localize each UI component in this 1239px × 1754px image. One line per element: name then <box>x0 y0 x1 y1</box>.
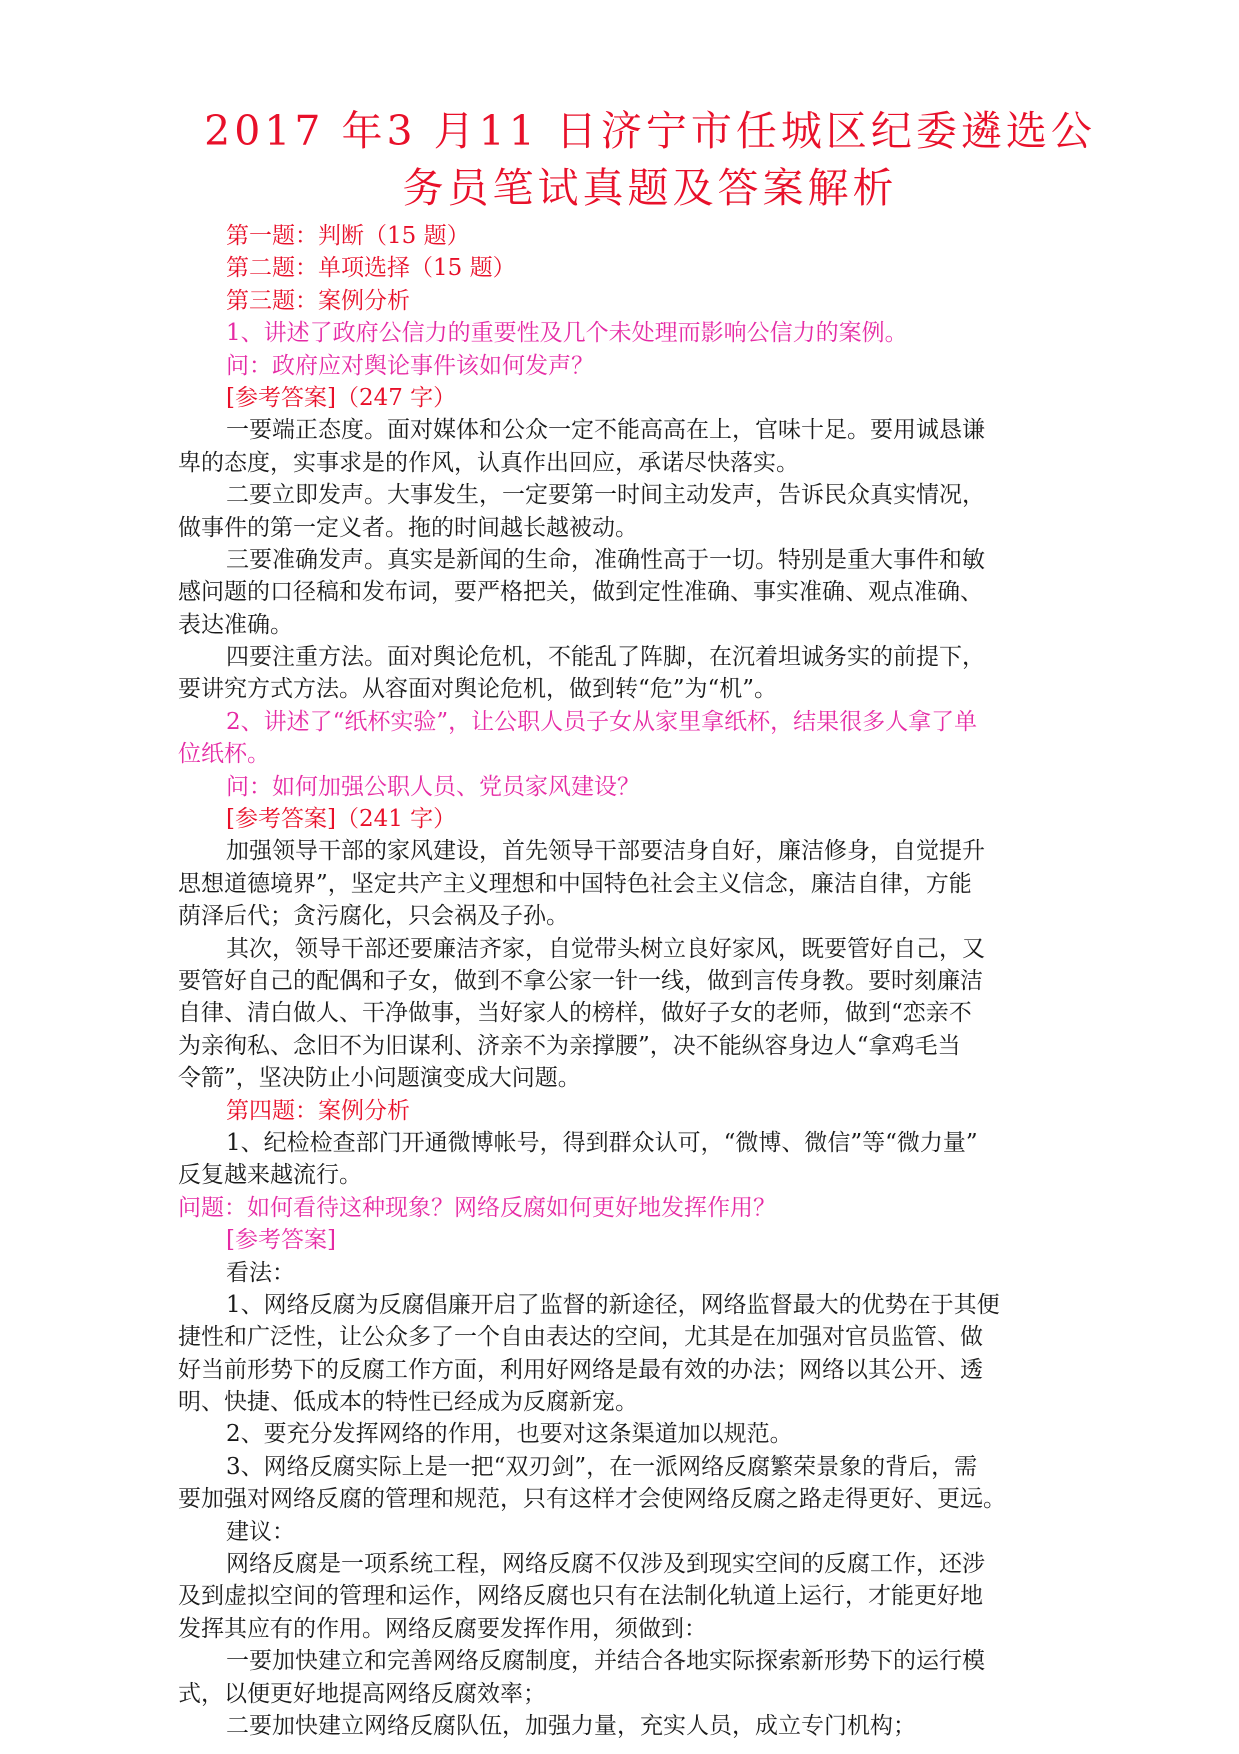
text-line: 做事件的第一定义者。拖的时间越长越被动。 <box>178 514 638 541</box>
document-title-line-2: 务员笔试真题及答案解析 <box>402 164 898 212</box>
text-line: 明、快捷、低成本的特性已经成为反腐新宠。 <box>178 1389 638 1416</box>
text-line: 四要注重方法。面对舆论危机，不能乱了阵脚，在沉着坦诚务实的前提下， <box>226 644 985 671</box>
text-line: 捷性和广泛性，让公众多了一个自由表达的空间，尤其是在加强对官员监管、做 <box>178 1324 983 1351</box>
text-line: [参考答案]（247 字） <box>226 384 457 411</box>
text-line: 问：政府应对舆论事件该如何发声？ <box>226 352 594 379</box>
text-line: 1、讲述了政府公信力的重要性及几个未处理而影响公信力的案例。 <box>226 320 908 347</box>
text-line: 卑的态度，实事求是的作风，认真作出回应，承诺尽快落实。 <box>178 449 799 476</box>
text-line: 3、网络反腐实际上是一把“双刃剑”，在一派网络反腐繁荣景象的背后，需 <box>226 1453 978 1480</box>
text-line: [参考答案]（241 字） <box>226 806 457 833</box>
text-line: 二要立即发声。大事发生，一定要第一时间主动发声，告诉民众真实情况， <box>226 482 985 509</box>
text-line: 看法： <box>226 1259 295 1286</box>
text-line: 令箭”，坚决防止小问题演变成大问题。 <box>178 1065 581 1092</box>
text-line: 第四题：案例分析 <box>226 1097 410 1124</box>
text-line: 加强领导干部的家风建设，首先领导干部要洁身自好，廉洁修身，自觉提升 <box>226 838 985 865</box>
text-line: 及到虚拟空间的管理和运作，网络反腐也只有在法制化轨道上运行，才能更好地 <box>178 1583 983 1610</box>
text-line: 问：如何加强公职人员、党员家风建设？ <box>226 773 640 800</box>
text-line: 1、网络反腐为反腐倡廉开启了监督的新途径，网络监督最大的优势在于其便 <box>226 1291 1000 1318</box>
text-line: 要加强对网络反腐的管理和规范，只有这样才会使网络反腐之路走得更好、更远。 <box>178 1486 1006 1513</box>
text-line: 发挥其应有的作用。网络反腐要发挥作用，须做到： <box>178 1615 707 1642</box>
document-title-line-1: 2017 年3 月11 日济宁市任城区纪委遴选公 <box>204 107 1096 155</box>
text-line: 为亲徇私、念旧不为旧谋利、济亲不为亲撑腰”，决不能纵容身边人“拿鸡毛当 <box>178 1032 961 1059</box>
text-line: 一要加快建立和完善网络反腐制度，并结合各地实际探索新形势下的运行模 <box>226 1648 985 1675</box>
text-line: 其次，领导干部还要廉洁齐家，自觉带头树立良好家风，既要管好自己，又 <box>226 935 985 962</box>
text-line: 第一题：判断（15 题） <box>226 223 470 249</box>
text-line: 二要加快建立网络反腐队伍，加强力量，充实人员，成立专门机构； <box>226 1712 916 1739</box>
text-line: 1、纪检检查部门开通微博帐号，得到群众认可，“微博、微信”等“微力量” <box>226 1129 978 1156</box>
text-line: 感问题的口径稿和发布词，要严格把关，做到定性准确、事实准确、观点准确、 <box>178 579 983 606</box>
text-line: 要讲究方式方法。从容面对舆论危机，做到转“危”为“机”。 <box>178 676 778 703</box>
text-line: [参考答案] <box>226 1227 336 1254</box>
text-line: 一要端正态度。面对媒体和公众一定不能高高在上，官味十足。要用诚恳谦 <box>226 417 985 444</box>
text-line: 好当前形势下的反腐工作方面，利用好网络是最有效的办法；网络以其公开、透 <box>178 1356 983 1383</box>
text-line: 位纸杯。 <box>178 741 270 768</box>
text-line: 第三题：案例分析 <box>226 287 410 314</box>
text-line: 2、讲述了“纸杯实验”，让公职人员子女从家里拿纸杯，结果很多人拿了单 <box>226 708 978 735</box>
text-line: 式，以便更好地提高网络反腐效率； <box>178 1680 546 1707</box>
text-line: 第二题：单项选择（15 题） <box>226 255 516 282</box>
text-line: 三要准确发声。真实是新闻的生命，准确性高于一切。特别是重大事件和敏 <box>226 546 985 573</box>
text-line: 表达准确。 <box>178 611 293 638</box>
text-line: 2、要充分发挥网络的作用，也要对这条渠道加以规范。 <box>226 1421 793 1448</box>
text-line: 网络反腐是一项系统工程，网络反腐不仅涉及到现实空间的反腐工作，还涉 <box>226 1551 985 1578</box>
text-line: 反复越来越流行。 <box>178 1162 362 1189</box>
document-body <box>178 220 1062 1742</box>
text-line: 荫泽后代；贪污腐化，只会祸及子孙。 <box>178 903 569 930</box>
text-line: 思想道德境界”，坚定共产主义理想和中国特色社会主义信念，廉洁自律，方能 <box>178 870 972 897</box>
text-line: 自律、清白做人、干净做事，当好家人的榜样，做好子女的老师，做到“恋亲不 <box>178 1000 972 1027</box>
text-line: 问题：如何看待这种现象？网络反腐如何更好地发挥作用？ <box>178 1194 776 1221</box>
text-line: 建议： <box>226 1518 295 1545</box>
text-line: 要管好自己的配偶和子女，做到不拿公家一针一线，做到言传身教。要时刻廉洁 <box>178 967 983 994</box>
